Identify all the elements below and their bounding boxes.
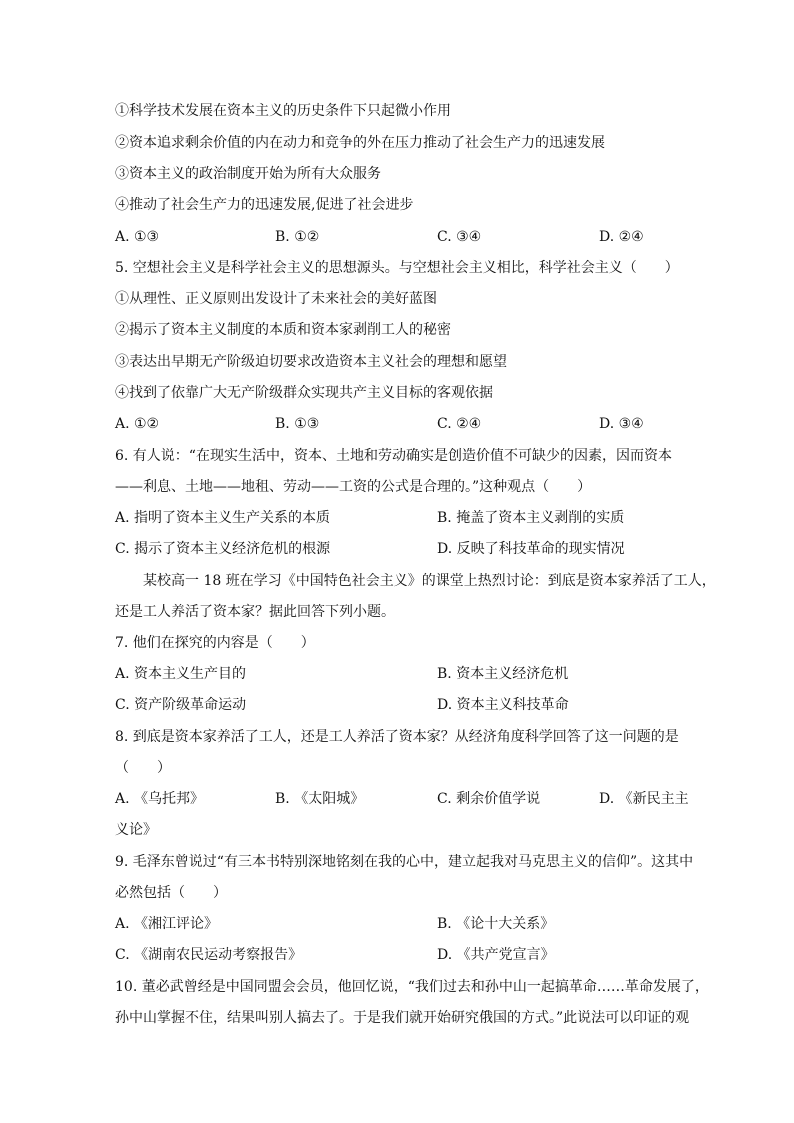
q8-stem-line-2: （ ） [115, 760, 171, 776]
q8-option-c: C. 剩余价值学说 [437, 791, 541, 807]
q6-option-c: C. 揭示了资本主义经济危机的根源 [115, 541, 331, 557]
q8-stem-line-1: 8. 到底是资本家养活了工人，还是工人养活了资本家？从经济角度科学回答了这一问题的是 [115, 729, 679, 745]
q9-option-b: B. 《论十大关系》 [437, 916, 555, 932]
q5-item-4: ④找到了依靠广大无产阶级群众实现共产主义目标的客观依据 [115, 385, 493, 401]
q7-stem: 7. 他们在探究的内容是（ ） [115, 635, 315, 651]
q4-option-a: A. ①③ [115, 229, 160, 245]
q7-option-a: A. 资本主义生产目的 [115, 666, 247, 682]
q7-option-d: D. 资本主义科技革命 [437, 697, 569, 713]
q7-option-c: C. 资产阶级革命运动 [115, 697, 247, 713]
q4-item-2: ②资本追求剩余价值的内在动力和竞争的外在压力推动了社会生产力的迅速发展 [115, 135, 605, 151]
q7-option-b: B. 资本主义经济危机 [437, 666, 569, 682]
q4-item-4: ④推动了社会生产力的迅速发展,促进了社会进步 [115, 197, 414, 213]
q5-option-d: D. ③④ [599, 416, 644, 432]
q9-stem-line-2: 必然包括（ ） [115, 885, 227, 901]
q4-item-3: ③资本主义的政治制度开始为所有大众服务 [115, 166, 381, 182]
q5-option-c: C. ②④ [437, 416, 482, 432]
q9-stem-line-1: 9. 毛泽东曾说过“有三本书特别深地铭刻在我的心中，建立起我对马克思主义的信仰”。这其中 [115, 854, 694, 870]
q10-stem-line-2: 孙中山掌握不住，结果叫别人搞去了。于是我们就开始研究俄国的方式。”此说法可以印证的观 [115, 1010, 690, 1026]
q4-option-c: C. ③④ [437, 229, 482, 245]
q8-option-b: B. 《太阳城》 [275, 791, 365, 807]
q9-option-c: C. 《湖南农民运动考察报告》 [115, 947, 303, 963]
q4-option-d: D. ②④ [599, 229, 644, 245]
material-line-2: 还是工人养活了资本家？据此回答下列小题。 [115, 604, 395, 620]
q8-option-d: D. 《新民主主 [599, 791, 689, 807]
q5-item-2: ②揭示了资本主义制度的本质和资本家剥削工人的秘密 [115, 322, 451, 338]
q9-option-d: D. 《共产党宣言》 [437, 947, 555, 963]
q6-stem-line-2: ——利息、土地——地租、劳动——工资的公式是合理的。”这种观点（ ） [115, 479, 592, 495]
q8-option-a: A. 《乌托邦》 [115, 791, 205, 807]
q6-stem-line-1: 6. 有人说：“在现实生活中，资本、土地和劳动确实是创造价值不可缺少的因素，因而资本 [115, 448, 672, 464]
q8-option-d-wrap: 义论》 [115, 822, 157, 838]
q9-option-a: A. 《湘江评论》 [115, 916, 219, 932]
q6-option-b: B. 掩盖了资本主义剥削的实质 [437, 510, 625, 526]
q5-option-b: B. ①③ [275, 416, 320, 432]
q5-item-3: ③表达出早期无产阶级迫切要求改造资本主义社会的理想和愿望 [115, 354, 507, 370]
q6-option-a: A. 指明了资本主义生产关系的本质 [115, 510, 331, 526]
q5-option-a: A. ①② [115, 416, 160, 432]
q5-stem: 5. 空想社会主义是科学社会主义的思想源头。与空想社会主义相比，科学社会主义（ ） [115, 260, 679, 276]
q5-item-1: ①从理性、正义原则出发设计了未来社会的美好蓝图 [115, 291, 437, 307]
material-line-1: 某校高一 18 班在学习《中国特色社会主义》的课堂上热烈讨论：到底是资本家养活了工人， [143, 573, 716, 589]
q4-item-1: ①科学技术发展在资本主义的历史条件下只起微小作用 [115, 103, 451, 119]
q4-option-b: B. ①② [275, 229, 320, 245]
q10-stem-line-1: 10. 董必武曾经是中国同盟会会员，他回忆说，“我们过去和孙中山一起搞革命……革命发展了， [115, 979, 709, 995]
q6-option-d: D. 反映了科技革命的现实情况 [437, 541, 625, 557]
